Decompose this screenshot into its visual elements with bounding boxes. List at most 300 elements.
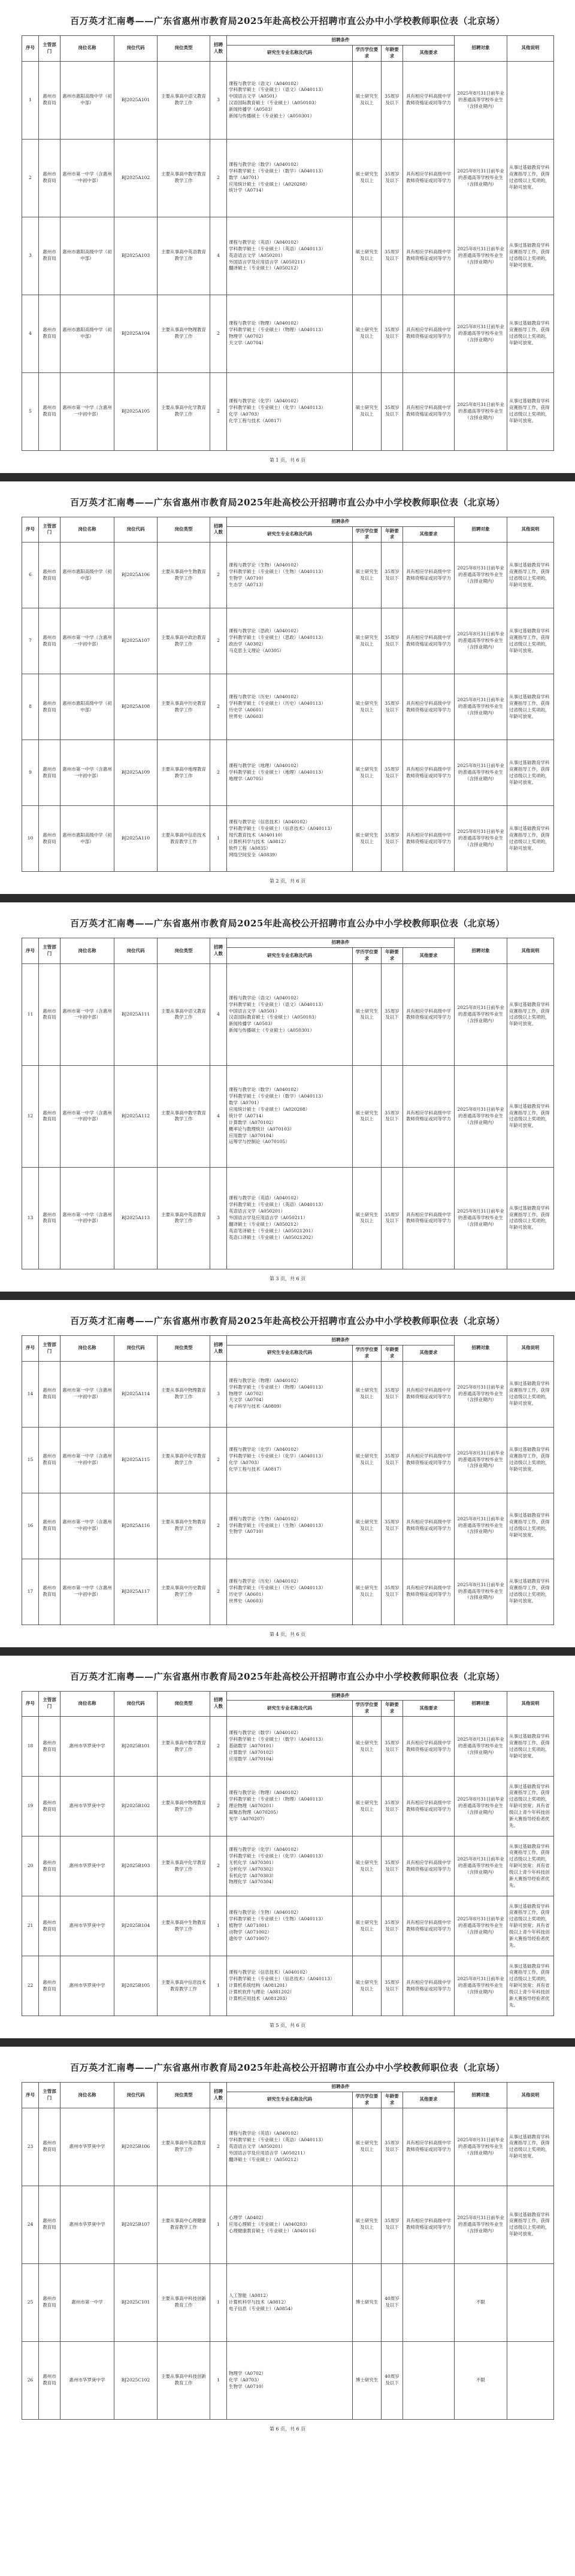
position-table	[22, 2082, 554, 2420]
cell-edu: 硕士研究生及以上	[353, 2108, 382, 2186]
cell-age: 35周岁及以下	[382, 1167, 403, 1269]
cell-num: 2	[210, 1836, 227, 1896]
page-separator	[0, 2038, 575, 2047]
cell-unit: 惠州市第一中学（含惠州一中初中部）	[60, 1493, 114, 1559]
cell-major: 课程与教学论（地理）（A040102） 学科教学硕士（专业硕士）（地理）（A040113） 地理学（A0705）	[227, 740, 353, 806]
cell-code: BJ2025B103	[114, 1836, 158, 1896]
page-title: 百万英才汇南粤——广东省惠州市教育局2025年赴高校公开招聘市直公办中小学校教师职位表（北京场）	[70, 496, 505, 508]
cell-type: 主要从事高中英语教育教学工作	[158, 217, 210, 295]
table-body	[22, 543, 554, 872]
cell-target: 2025年8月31日前毕业的普通高等学校毕业生（含择业期内）	[455, 372, 507, 450]
cell-target: 2025年8月31日前毕业的普通高等学校毕业生（含择业期内）	[455, 806, 507, 872]
header-no: 序号	[22, 1691, 39, 1717]
cell-code: BJ2025A108	[114, 674, 158, 740]
cell-dept: 惠州市教育局	[39, 2263, 60, 2341]
cell-dept: 惠州市教育局	[39, 674, 60, 740]
cell-other: 具有相应学科高级中学教师资格证或同等学力	[403, 2108, 455, 2186]
cell-edu: 硕士研究生及以上	[353, 1493, 382, 1559]
header-dept: 主管部门	[39, 1335, 60, 1361]
page-separator	[0, 473, 575, 481]
cell-edu: 硕士研究生及以上	[353, 1717, 382, 1777]
cell-unit: 惠州市惠阳高级中学（初中部）	[60, 543, 114, 608]
cell-num: 4	[210, 963, 227, 1065]
cell-age: 35周岁及以下	[382, 1896, 403, 1956]
header-other: 其他要求	[403, 1701, 455, 1717]
header-no: 序号	[22, 36, 39, 62]
header-type: 岗位类型	[158, 1691, 210, 1717]
page-sheet	[0, 1300, 575, 1647]
header-dept: 主管部门	[39, 517, 60, 543]
table-header	[22, 517, 554, 543]
header-remark: 其他说明	[507, 36, 554, 62]
page-title: 百万英才汇南粤——广东省惠州市教育局2025年赴高校公开招聘市直公办中小学校教师职位表（北京场）	[70, 1671, 505, 1682]
cell-other: 具有相应学科高级中学教师资格证或同等学力	[403, 1427, 455, 1493]
cell-unit: 惠州市第一中学	[60, 2263, 114, 2341]
cell-target: 2025年8月31日前毕业的普通高等学校毕业生（含择业期内）	[455, 139, 507, 217]
cell-major: 课程与教学论（化学）（A040102） 学科教学硕士（专业硕士）（化学）（A040113） 无机化学（A070301） 分析化学（A070302） 有机化学（A070303） 物理化学（A070304）	[227, 1836, 353, 1896]
table-row	[22, 1836, 554, 1896]
page-sheet	[0, 1656, 575, 2039]
position-table	[22, 517, 554, 872]
header-remark: 其他说明	[507, 1691, 554, 1717]
position-table	[22, 938, 554, 1269]
cell-type: 主要从事高中政治教育教学工作	[158, 608, 210, 674]
cell-type: 主要从事高中语文教育教学工作	[158, 61, 210, 139]
cell-dept: 惠州市教育局	[39, 1361, 60, 1427]
page-separator	[0, 1292, 575, 1300]
cell-target: 不限	[455, 2341, 507, 2419]
header-unit: 岗位名称	[60, 1335, 114, 1361]
cell-num: 2	[210, 372, 227, 450]
cell-code: BJ2025A112	[114, 1065, 158, 1167]
cell-dept: 惠州市教育局	[39, 1493, 60, 1559]
header-target: 招聘对象	[455, 1335, 507, 1361]
header-remark: 其他说明	[507, 517, 554, 543]
header-cond: 招聘条件	[227, 517, 455, 526]
cell-dept: 惠州市教育局	[39, 1777, 60, 1836]
cell-num: 1	[210, 2186, 227, 2263]
header-unit: 岗位名称	[60, 36, 114, 62]
cell-major: 课程与教学论（数学）（A040102） 学科教学硕士（专业硕士）（数学）（A040113） 基础数学（A070101） 计算数学（A070102） 应用数学（A070104）	[227, 1717, 353, 1777]
header-other: 其他要求	[403, 526, 455, 543]
cell-target: 2025年8月31日前毕业的普通高等学校毕业生（含择业期内）	[455, 1361, 507, 1427]
header-num: 招聘人数	[210, 1335, 227, 1361]
cell-major: 课程与教学论（历史）（A040102） 学科教学硕士（专业硕士）（历史）（A040113） 历史学（A0601） 世界史（A0603）	[227, 674, 353, 740]
cell-target: 2025年8月31日前毕业的普通高等学校毕业生（含择业期内）	[455, 608, 507, 674]
cell-target: 2025年8月31日前毕业的普通高等学校毕业生（含择业期内）	[455, 1956, 507, 2016]
cell-no: 13	[22, 1167, 39, 1269]
cell-age: 35周岁及以下	[382, 1717, 403, 1777]
cell-major: 课程与教学论（英语）（A040102） 学科教学硕士（专业硕士）（英语）（A040113） 英语语言文学（A050201） 外国语言学及应用语言学（A050211） 翻译硕士（专业硕士）（A050212） 英语笔译硕士（专业硕士）（A05021201） 英语口译硕士（专业硕士）（A05021202）	[227, 1167, 353, 1269]
cell-other: 具有相应学科高级中学教师资格证或同等学力	[403, 372, 455, 450]
cell-num: 1	[210, 1896, 227, 1956]
cell-unit: 惠州市华罗庚中学	[60, 1836, 114, 1896]
cell-major: 课程与教学论（化学）（A040102） 学科教学硕士（专业硕士）（化学）（A040113） 化学（A0703） 化学工程与技术（A0817）	[227, 1427, 353, 1493]
cell-major: 课程与教学论（数学）（A040102） 学科教学硕士（专业硕士）（数学）（A040113） 数学（A0701） 应用统计硕士（专业硕士）（A020208） 统计学（A0714） 计算数学（A070102） 概率论与数理统计（A070103） 应用数学（A070104） 运筹学与控制论（A070105）	[227, 1065, 353, 1167]
cell-other: 具有相应学科高级中学教师资格证或同等学力	[403, 139, 455, 217]
cell-target: 2025年8月31日前毕业的普通高等学校毕业生（含择业期内）	[455, 1167, 507, 1269]
cell-type: 主要从事高中生物教育教学工作	[158, 1896, 210, 1956]
cell-code: BJ2025A114	[114, 1361, 158, 1427]
cell-other: 具有相应学科高级中学教师资格证或同等学力	[403, 806, 455, 872]
cell-major: 心理学（A0402） 应用心理硕士（专业硕士）（A040203） 心理健康教育硕士（专业硕士）（A040116）	[227, 2186, 353, 2263]
cell-dept: 惠州市教育局	[39, 1167, 60, 1269]
page-separator	[0, 1647, 575, 1656]
cell-target: 2025年8月31日前毕业的普通高等学校毕业生（含择业期内）	[455, 1896, 507, 1956]
table-body	[22, 1717, 554, 2016]
cell-num: 2	[210, 1559, 227, 1625]
cell-code: BJ2025A111	[114, 963, 158, 1065]
cell-remark: 从事过基础教育学科竞赛指导工作，获得过省级以上奖项的，年龄可放宽。	[507, 372, 554, 450]
table-row	[22, 1361, 554, 1427]
cell-dept: 惠州市教育局	[39, 295, 60, 372]
cell-target: 2025年8月31日前毕业的普通高等学校毕业生（含择业期内）	[455, 1836, 507, 1896]
cell-no: 8	[22, 674, 39, 740]
cell-age: 35周岁及以下	[382, 963, 403, 1065]
header-no: 序号	[22, 517, 39, 543]
table-header	[22, 1335, 554, 1361]
cell-num: 2	[210, 139, 227, 217]
header-type: 岗位类型	[158, 938, 210, 964]
table-row	[22, 1065, 554, 1167]
cell-code: BJ2025B104	[114, 1896, 158, 1956]
header-cond: 招聘条件	[227, 36, 455, 46]
cell-major: 课程与教学论（生物）（A040102） 学科教学硕士（专业硕士）（生物）（A040113） 植物学（A071001） 动物学（A071002） 遗传学（A071007）	[227, 1896, 353, 1956]
header-other: 其他要求	[403, 2092, 455, 2108]
cell-type: 主要从事高中数学教育教学工作	[158, 139, 210, 217]
header-cond: 招聘条件	[227, 2083, 455, 2092]
header-major: 研究生专业名称及代码	[227, 45, 353, 61]
cell-unit: 惠州市华罗庚中学	[60, 1956, 114, 2016]
cell-major: 课程与教学论（信息技术）（A040102） 学科教学硕士（专业硕士）（信息技术）（A040113） 现代教育技术（A040110） 计算机科学与技术（A0812） 软件工程（A0835） 网络空间安全（A0839）	[227, 806, 353, 872]
cell-target: 2025年8月31日前毕业的普通高等学校毕业生（含择业期内）	[455, 2108, 507, 2186]
cell-num: 2	[210, 1427, 227, 1493]
cell-age: 35周岁及以下	[382, 1559, 403, 1625]
header-type: 岗位类型	[158, 1335, 210, 1361]
cell-edu: 硕士研究生及以上	[353, 1167, 382, 1269]
header-unit: 岗位名称	[60, 938, 114, 964]
cell-no: 23	[22, 2108, 39, 2186]
cell-type: 主要从事高中物理教育教学工作	[158, 1361, 210, 1427]
cell-dept: 惠州市教育局	[39, 61, 60, 139]
table-row	[22, 806, 554, 872]
cell-code: BJ2025A107	[114, 608, 158, 674]
cell-other: 具有相应学科高级中学教师资格证或同等学力	[403, 740, 455, 806]
cell-num: 3	[210, 1167, 227, 1269]
cell-unit: 惠州市惠阳高级中学（初中部）	[60, 674, 114, 740]
cell-type: 主要从事高中数学教育教学工作	[158, 1065, 210, 1167]
cell-major: 课程与教学论（物理）（A040102） 学科教学硕士（专业硕士）（物理）（A040113） 理论物理（A070201） 凝聚态物理（A070205） 光学（A070207）	[227, 1777, 353, 1836]
cell-major: 课程与教学论（信息技术）（A040102） 学科教学硕士（专业硕士）（信息技术）（A040113） 计算机系统结构（A081201） 计算机软件与理论（A081202） 计算机应用技术（A081203）	[227, 1956, 353, 2016]
table-row	[22, 2263, 554, 2341]
cell-unit: 惠州市第一中学（含惠州一中初中部）	[60, 372, 114, 450]
page-title: 百万英才汇南粤——广东省惠州市教育局2025年赴高校公开招聘市直公办中小学校教师职位表（北京场）	[70, 16, 505, 26]
table-row	[22, 295, 554, 372]
cell-remark: 从事过基础教育学科竞赛指导工作，获得过省级以上奖项的，年龄可放宽；具有省级以上青少年科技创新大赛指导经验者优先。	[507, 1836, 554, 1896]
cell-edu: 硕士研究生及以上	[353, 372, 382, 450]
table-row	[22, 740, 554, 806]
cell-type: 主要从事高中语文教育教学工作	[158, 963, 210, 1065]
cell-other	[403, 2263, 455, 2341]
header-major: 研究生专业名称及代码	[227, 2092, 353, 2108]
cell-type: 主要从事高中信息技术教育教学工作	[158, 1956, 210, 2016]
cell-unit: 惠州市惠阳高级中学（初中部）	[60, 217, 114, 295]
header-code: 岗位代码	[114, 1691, 158, 1717]
cell-other: 具有相应学科高级中学教师资格证或同等学力	[403, 543, 455, 608]
cell-target: 2025年8月31日前毕业的普通高等学校毕业生（含择业期内）	[455, 1559, 507, 1625]
cell-unit: 惠州市第一中学（含惠州一中初中部）	[60, 139, 114, 217]
header-major: 研究生专业名称及代码	[227, 948, 353, 964]
cell-dept: 惠州市教育局	[39, 1717, 60, 1777]
page-sheet	[0, 481, 575, 895]
cell-code: BJ2025B101	[114, 1717, 158, 1777]
cell-dept: 惠州市教育局	[39, 543, 60, 608]
cell-other	[403, 2341, 455, 2419]
cell-num: 2	[210, 674, 227, 740]
cell-other: 具有相应学科高级中学教师资格证或同等学力	[403, 1065, 455, 1167]
cell-major: 课程与教学论（历史）（A040102） 学科教学硕士（专业硕士）（历史）（A040113） 历史学（A0601） 世界史（A0603）	[227, 1559, 353, 1625]
cell-age: 35周岁及以下	[382, 61, 403, 139]
cell-no: 9	[22, 740, 39, 806]
cell-unit: 惠州市第一中学（含惠州一中初中部）	[60, 740, 114, 806]
cell-num: 3	[210, 1361, 227, 1427]
cell-target: 2025年8月31日前毕业的普通高等学校毕业生（含择业期内）	[455, 740, 507, 806]
cell-code: BJ2025B102	[114, 1777, 158, 1836]
cell-target: 2025年8月31日前毕业的普通高等学校毕业生（含择业期内）	[455, 1065, 507, 1167]
cell-dept: 惠州市教育局	[39, 1956, 60, 2016]
cell-other: 具有相应学科高级中学教师资格证或同等学力	[403, 2186, 455, 2263]
cell-age: 40周岁及以下	[382, 2263, 403, 2341]
cell-type: 主要从事高中英语教育教学工作	[158, 1167, 210, 1269]
header-major: 研究生专业名称及代码	[227, 1701, 353, 1717]
cell-age: 35周岁及以下	[382, 2108, 403, 2186]
cell-no: 12	[22, 1065, 39, 1167]
cell-other: 具有相应学科高级中学教师资格证或同等学力	[403, 1559, 455, 1625]
cell-unit: 惠州市华罗庚中学	[60, 1777, 114, 1836]
cell-remark: 从事过基础教育学科竞赛指导工作，获得过省级以上奖项的，年龄可放宽。	[507, 740, 554, 806]
cell-other: 具有相应学科高级中学教师资格证或同等学力	[403, 1777, 455, 1836]
cell-code: BJ2025A117	[114, 1559, 158, 1625]
table-row	[22, 674, 554, 740]
table-row	[22, 372, 554, 450]
cell-no: 7	[22, 608, 39, 674]
cell-remark: 从事过基础教育学科竞赛指导工作，获得过省级以上奖项的，年龄可放宽。	[507, 1493, 554, 1559]
header-num: 招聘人数	[210, 517, 227, 543]
cell-no: 25	[22, 2263, 39, 2341]
page-sheet	[0, 902, 575, 1292]
table-row	[22, 2341, 554, 2419]
cell-no: 16	[22, 1493, 39, 1559]
cell-major: 课程与教学论（生物）（A040102） 学科教学硕士（专业硕士）（生物）（A040113） 生物学（A0710）	[227, 1493, 353, 1559]
cell-code: BJ2025B105	[114, 1956, 158, 2016]
cell-major: 课程与教学论（化学）（A040102） 学科教学硕士（专业硕士）（化学）（A040113） 化学（A0703） 化学工程与技术（A0817）	[227, 372, 353, 450]
cell-no: 5	[22, 372, 39, 450]
cell-no: 21	[22, 1896, 39, 1956]
cell-remark: 从事过基础教育学科竞赛指导工作，获得过省级以上奖项的，年龄可放宽。	[507, 806, 554, 872]
cell-dept: 惠州市教育局	[39, 372, 60, 450]
cell-other: 具有相应学科高级中学教师资格证或同等学力	[403, 674, 455, 740]
header-num: 招聘人数	[210, 36, 227, 62]
cell-age: 40周岁及以下	[382, 2341, 403, 2419]
header-other: 其他要求	[403, 948, 455, 964]
cell-age: 35周岁及以下	[382, 1956, 403, 2016]
table-row	[22, 2108, 554, 2186]
header-no: 序号	[22, 2083, 39, 2108]
cell-code: BJ2025A116	[114, 1493, 158, 1559]
cell-type: 主要从事高中数学教育教学工作	[158, 1717, 210, 1777]
cell-code: BJ2025C102	[114, 2341, 158, 2419]
cell-remark: 从事过基础教育学科竞赛指导工作，获得过省级以上奖项的，年龄可放宽。	[507, 1167, 554, 1269]
header-edu: 学历学位要求	[353, 1701, 382, 1717]
header-type: 岗位类型	[158, 517, 210, 543]
header-age: 年龄要求	[382, 1701, 403, 1717]
table-row	[22, 61, 554, 139]
header-edu: 学历学位要求	[353, 1345, 382, 1361]
cell-major: 课程与教学论（英语）（A040102） 学科教学硕士（专业硕士）（英语）（A040113） 英语语言文学（A050201） 外国语言学及应用语言学（A050211） 翻译硕士（专业硕士）（A050212）	[227, 2108, 353, 2186]
table-row	[22, 1559, 554, 1625]
page-separator	[0, 894, 575, 902]
cell-dept: 惠州市教育局	[39, 806, 60, 872]
page-title: 百万英才汇南粤——广东省惠州市教育局2025年赴高校公开招聘市直公办中小学校教师职位表（北京场）	[70, 1315, 505, 1326]
header-code: 岗位代码	[114, 2083, 158, 2108]
cell-age: 35周岁及以下	[382, 2186, 403, 2263]
header-cond: 招聘条件	[227, 1335, 455, 1345]
cell-target: 2025年8月31日前毕业的普通高等学校毕业生（含择业期内）	[455, 217, 507, 295]
cell-remark: 从事过基础教育学科竞赛指导工作，获得过省级以上奖项的，年龄可放宽。	[507, 1427, 554, 1493]
cell-code: BJ2025A115	[114, 1427, 158, 1493]
cell-code: BJ2025A104	[114, 295, 158, 372]
page-number: 第 6 页，共 6 页	[269, 2426, 306, 2432]
header-edu: 学历学位要求	[353, 45, 382, 61]
header-row	[22, 1691, 554, 1701]
header-row	[22, 1335, 554, 1345]
header-cond: 招聘条件	[227, 1691, 455, 1701]
cell-edu: 硕士研究生及以上	[353, 1777, 382, 1836]
cell-target: 2025年8月31日前毕业的普通高等学校毕业生（含择业期内）	[455, 1717, 507, 1777]
cell-edu: 博士研究生	[353, 2263, 382, 2341]
cell-dept: 惠州市教育局	[39, 1427, 60, 1493]
cell-num: 1	[210, 806, 227, 872]
cell-remark: 从事过基础教育学科竞赛指导工作，获得过省级以上奖项的，年龄可放宽。	[507, 1559, 554, 1625]
header-row	[22, 938, 554, 948]
table-body	[22, 963, 554, 1269]
cell-no: 19	[22, 1777, 39, 1836]
cell-code: BJ2025B107	[114, 2186, 158, 2263]
cell-code: BJ2025A103	[114, 217, 158, 295]
cell-no: 26	[22, 2341, 39, 2419]
cell-unit: 惠州市华罗庚中学	[60, 1717, 114, 1777]
cell-other: 具有相应学科高级中学教师资格证或同等学力	[403, 1167, 455, 1269]
position-table	[22, 1335, 554, 1625]
cell-remark	[507, 2341, 554, 2419]
page-title: 百万英才汇南粤——广东省惠州市教育局2025年赴高校公开招聘市直公办中小学校教师职位表（北京场）	[70, 918, 505, 929]
header-edu: 学历学位要求	[353, 526, 382, 543]
cell-no: 15	[22, 1427, 39, 1493]
cell-other: 具有相应学科高级中学教师资格证或同等学力	[403, 608, 455, 674]
cell-code: BJ2025A102	[114, 139, 158, 217]
cell-no: 4	[22, 295, 39, 372]
page-title: 百万英才汇南粤——广东省惠州市教育局2025年赴高校公开招聘市直公办中小学校教师职位表（北京场）	[70, 2062, 505, 2074]
cell-remark: 从事过基础教育学科竞赛指导工作，获得过省级以上奖项的，年龄可放宽。	[507, 1065, 554, 1167]
header-no: 序号	[22, 938, 39, 964]
cell-age: 35周岁及以下	[382, 295, 403, 372]
cell-num: 4	[210, 1065, 227, 1167]
header-age: 年龄要求	[382, 1345, 403, 1361]
table-row	[22, 1777, 554, 1836]
cell-remark: 从事过基础教育学科竞赛指导工作，获得过省级以上奖项的，年龄可放宽。	[507, 1717, 554, 1777]
header-unit: 岗位名称	[60, 517, 114, 543]
cell-num: 4	[210, 217, 227, 295]
header-age: 年龄要求	[382, 2092, 403, 2108]
table-row	[22, 1717, 554, 1777]
header-row	[22, 36, 554, 46]
cell-dept: 惠州市教育局	[39, 1896, 60, 1956]
table-row	[22, 543, 554, 608]
cell-remark	[507, 61, 554, 139]
cell-code: BJ2025A101	[114, 61, 158, 139]
cell-type: 主要从事高中英语教育教学工作	[158, 2108, 210, 2186]
cell-type: 主要从事高中历史教育教学工作	[158, 674, 210, 740]
cell-age: 35周岁及以下	[382, 372, 403, 450]
header-num: 招聘人数	[210, 2083, 227, 2108]
header-edu: 学历学位要求	[353, 2092, 382, 2108]
cell-age: 35周岁及以下	[382, 740, 403, 806]
header-other: 其他要求	[403, 45, 455, 61]
header-code: 岗位代码	[114, 517, 158, 543]
cell-type: 主要从事高中科技创新教育工作	[158, 2341, 210, 2419]
cell-remark: 从事过基础教育学科竞赛指导工作，获得过省级以上奖项的，年龄可放宽。	[507, 139, 554, 217]
cell-target: 2025年8月31日前毕业的普通高等学校毕业生（含择业期内）	[455, 2186, 507, 2263]
cell-major: 物理学（A0702） 化学（A0703） 生物学（A0710）	[227, 2341, 353, 2419]
cell-remark: 从事过基础教育学科竞赛指导工作，获得过省级以上奖项的，年龄可放宽。	[507, 674, 554, 740]
cell-age: 35周岁及以下	[382, 543, 403, 608]
cell-other: 具有相应学科高级中学教师资格证或同等学力	[403, 1361, 455, 1427]
header-row	[22, 517, 554, 526]
cell-major: 课程与教学论（物理）（A040102） 学科教学硕士（专业硕士）（物理）（A040113） 物理学（A0702） 天文学（A0704） 电子科学与技术（A0809）	[227, 1361, 353, 1427]
cell-other: 具有相应学科高级中学教师资格证或同等学力	[403, 295, 455, 372]
cell-edu: 硕士研究生及以上	[353, 1427, 382, 1493]
cell-age: 35周岁及以下	[382, 1361, 403, 1427]
cell-remark: 从事过基础教育学科竞赛指导工作，获得过省级以上奖项的，年龄可放宽；具有省级以上青少年科技创新大赛指导经验者优先。	[507, 1896, 554, 1956]
cell-no: 2	[22, 139, 39, 217]
header-dept: 主管部门	[39, 36, 60, 62]
cell-age: 35周岁及以下	[382, 1427, 403, 1493]
cell-major: 人工智能（A0812） 计算机科学与技术（A0812） 电子信息（专业硕士）（A0854）	[227, 2263, 353, 2341]
header-major: 研究生专业名称及代码	[227, 526, 353, 543]
header-unit: 岗位名称	[60, 2083, 114, 2108]
header-dept: 主管部门	[39, 1691, 60, 1717]
cell-age: 35周岁及以下	[382, 1777, 403, 1836]
table-row	[22, 1427, 554, 1493]
cell-other: 具有相应学科高级中学教师资格证或同等学力	[403, 963, 455, 1065]
cell-dept: 惠州市教育局	[39, 963, 60, 1065]
cell-target: 不限	[455, 2263, 507, 2341]
cell-age: 35周岁及以下	[382, 1836, 403, 1896]
table-row	[22, 1167, 554, 1269]
cell-target: 2025年8月31日前毕业的普通高等学校毕业生（含择业期内）	[455, 1777, 507, 1836]
cell-remark: 从事过基础教育学科竞赛指导工作，获得过省级以上奖项的，年龄可放宽。	[507, 543, 554, 608]
cell-type: 主要从事高中历史教育教学工作	[158, 1559, 210, 1625]
cell-unit: 惠州市华罗庚中学	[60, 2186, 114, 2263]
table-row	[22, 139, 554, 217]
cell-age: 35周岁及以下	[382, 217, 403, 295]
cell-other: 具有相应学科高级中学教师资格证或同等学力	[403, 61, 455, 139]
cell-no: 3	[22, 217, 39, 295]
cell-edu: 硕士研究生及以上	[353, 674, 382, 740]
cell-major: 课程与教学论（数学）（A040102） 学科教学硕士（专业硕士）（数学）（A040113） 数学（A0701） 应用统计硕士（专业硕士）（A020208） 统计学（A0714）	[227, 139, 353, 217]
cell-no: 17	[22, 1559, 39, 1625]
cell-unit: 惠州市华罗庚中学	[60, 1896, 114, 1956]
